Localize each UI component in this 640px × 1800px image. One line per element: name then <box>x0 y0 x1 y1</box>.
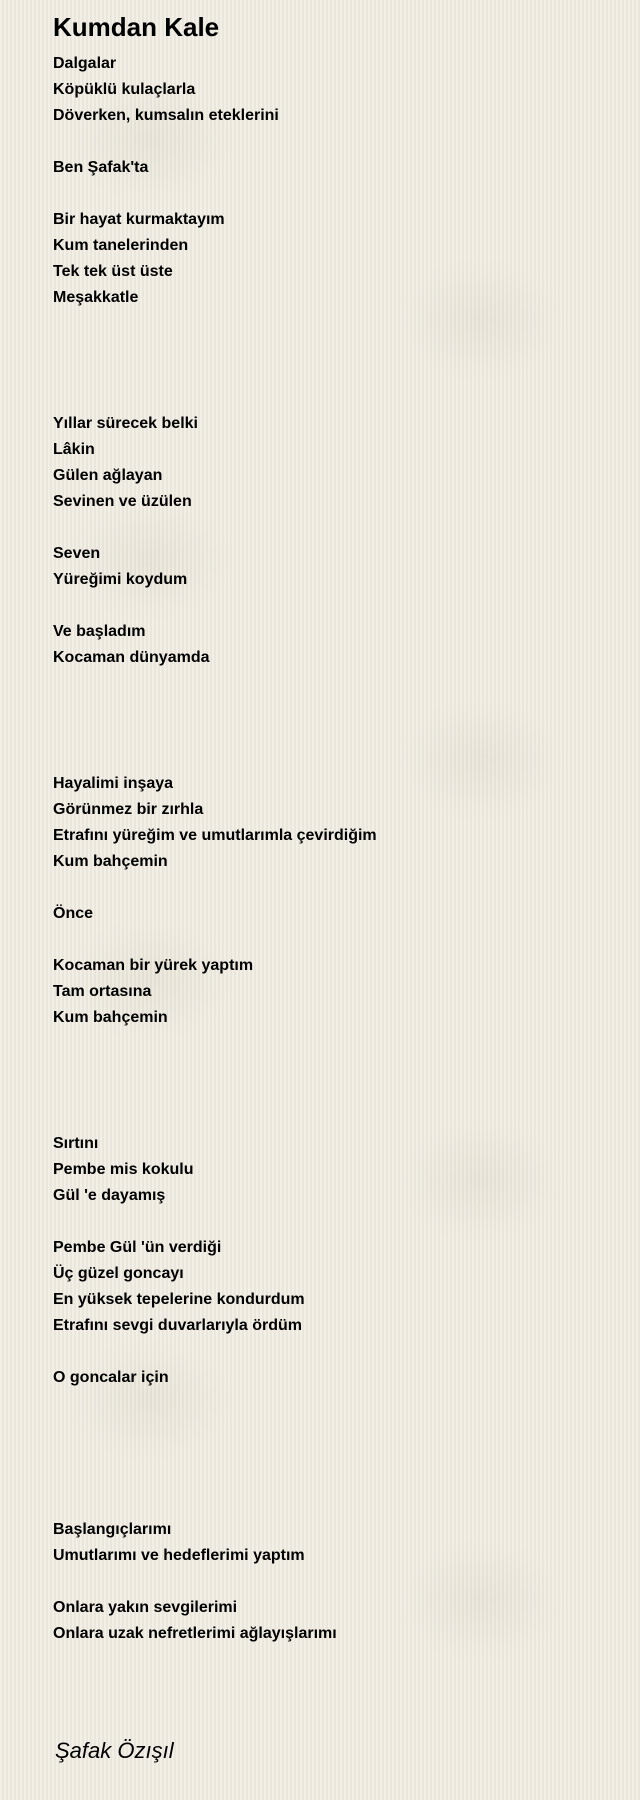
poem-stanza <box>53 1235 613 1339</box>
poem-stanza <box>53 155 613 181</box>
poem-line: Pembe Gül 'ün verdiği <box>53 1239 222 1256</box>
poem-line: Ben Şafak'ta <box>53 159 149 176</box>
poem-line: Gül 'e dayamış <box>53 1187 166 1204</box>
poem-line: Kocaman bir yürek yaptım <box>53 957 254 974</box>
poem-stanza <box>53 901 613 927</box>
poem-line: Yüreğimi koydum <box>53 571 188 588</box>
poem-line: Hayalimi inşaya <box>53 775 174 792</box>
poem-line: Dalgalar <box>53 55 117 72</box>
poem-line: Kum bahçemin <box>53 1009 168 1026</box>
poem-line: Lâkin <box>53 441 95 458</box>
poem-line: Döverken, kumsalın eteklerini <box>53 107 279 124</box>
poem-stanza <box>53 619 613 671</box>
poem-line: Onlara yakın sevgilerimi <box>53 1599 238 1616</box>
poem-line: Başlangıçlarımı <box>53 1521 172 1538</box>
poem-line: Görünmez bir zırhla <box>53 801 204 818</box>
poem-line: Ve başladım <box>53 623 146 640</box>
poem-line: Bir hayat kurmaktayım <box>53 211 225 228</box>
poem-author: Şafak Özışıl <box>55 1738 174 1763</box>
poem-line: Kocaman dünyamda <box>53 649 210 666</box>
poem-line: O goncalar için <box>53 1369 169 1386</box>
poem-line: Etrafını sevgi duvarlarıyla ördüm <box>53 1317 302 1334</box>
poem-line: Önce <box>53 905 94 922</box>
poem-stanza <box>53 953 613 1031</box>
poem-line: Tam ortasına <box>53 983 152 1000</box>
poem-stanza <box>53 51 613 129</box>
poem-stanza <box>53 1517 613 1569</box>
poem-stanza <box>53 411 613 515</box>
poem-line: Onlara uzak nefretlerimi ağlayışlarımı <box>53 1625 337 1642</box>
poem-stanza <box>53 207 613 311</box>
poem-line: Pembe mis kokulu <box>53 1161 194 1178</box>
poem-stanza <box>53 1365 613 1391</box>
poem-stanza <box>53 771 613 875</box>
poem-body <box>53 51 613 1647</box>
poem-stanza <box>53 1131 613 1209</box>
poem-line: Umutlarımı ve hedeflerimi yaptım <box>53 1547 305 1564</box>
poem-line: Üç güzel goncayı <box>53 1265 184 1282</box>
poem-line: Sevinen ve üzülen <box>53 493 192 510</box>
poem-stanza <box>53 1595 613 1647</box>
poem-line: Yıllar sürecek belki <box>53 415 198 432</box>
poem-line: Sırtını <box>53 1135 99 1152</box>
poem-line: En yüksek tepelerine kondurdum <box>53 1291 305 1308</box>
poem-line: Gülen ağlayan <box>53 467 163 484</box>
poem-line: Seven <box>53 545 101 562</box>
poem-line: Tek tek üst üste <box>53 263 173 280</box>
poem-line: Kum tanelerinden <box>53 237 189 254</box>
poem-title: Kumdan Kale <box>53 12 220 42</box>
poem-stanza <box>53 541 613 593</box>
poem-line: Meşakkatle <box>53 289 139 306</box>
poem-line: Köpüklü kulaçlarla <box>53 81 196 98</box>
poem-line: Etrafını yüreğim ve umutlarımla çevirdiğim <box>53 827 377 844</box>
poem-line: Kum bahçemin <box>53 853 168 870</box>
